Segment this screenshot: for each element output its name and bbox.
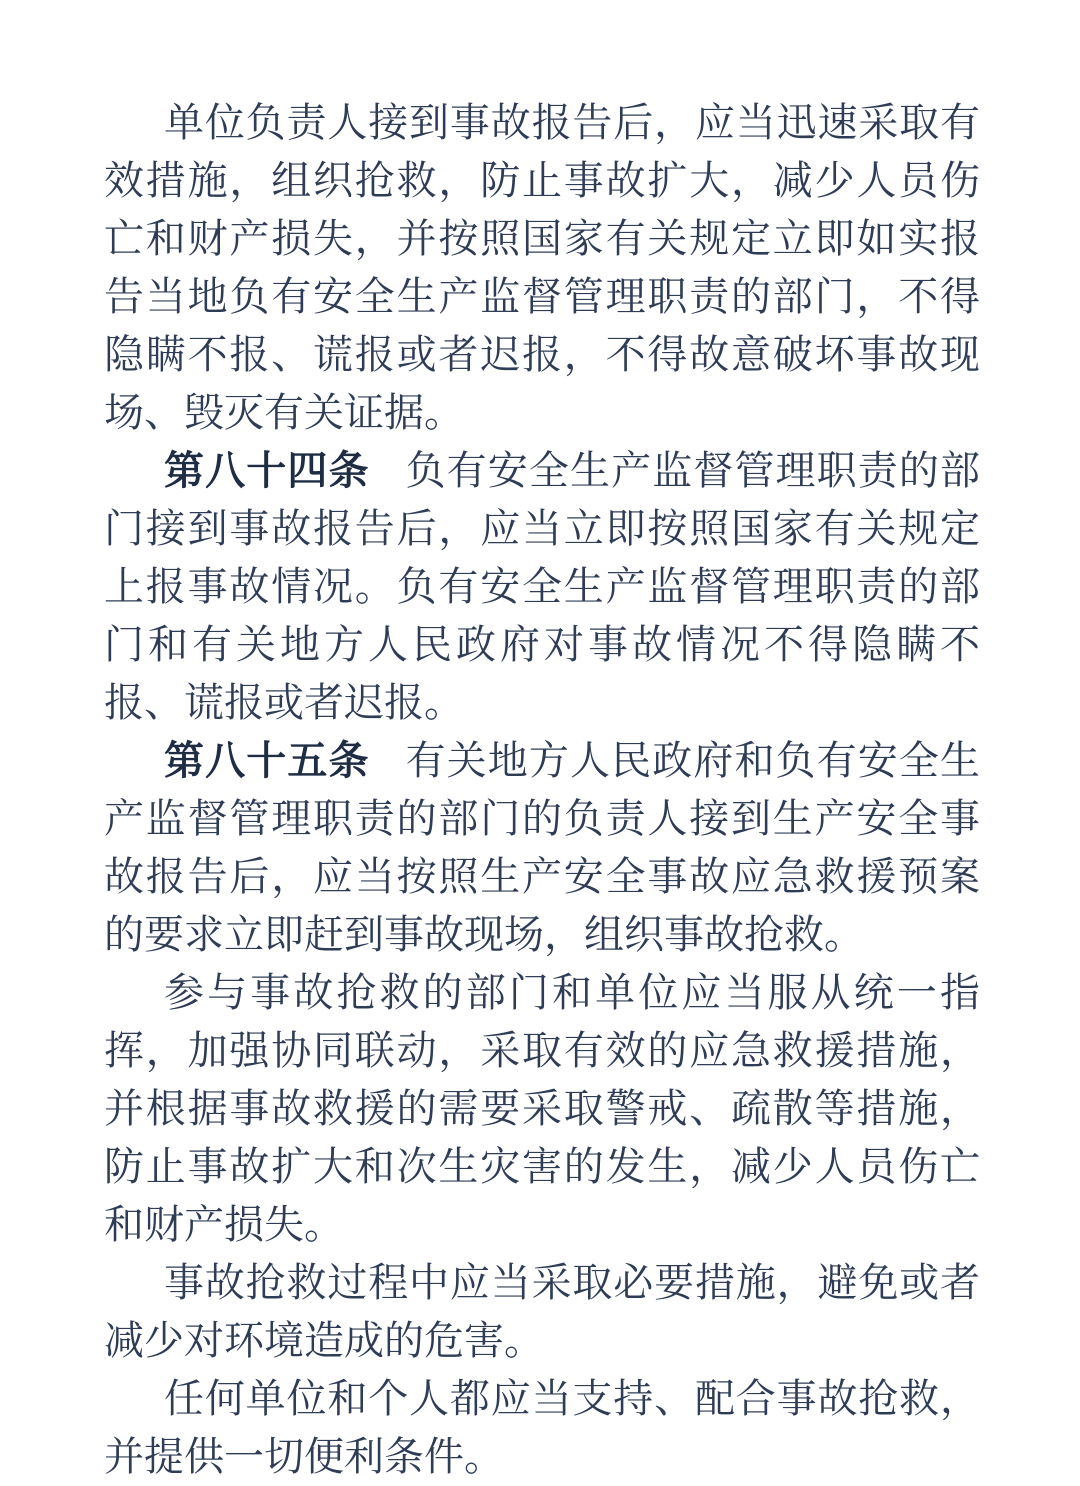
paragraph xyxy=(104,1254,980,1370)
article-number: 第八十四条 xyxy=(164,449,370,493)
paragraph xyxy=(104,1370,980,1486)
paragraph xyxy=(104,94,980,442)
paragraph-text: 负有安全生产监督管理职责的部门接到事故报告后，应当立即按照国家有关规定上报事故情况。负有安全生产监督管理职责的部门和有关地方人民政府对事故情况不得隐瞒不报、谎报或者迟报。 xyxy=(104,448,981,725)
paragraph-text: 参与事故抢救的部门和单位应当服从统一指挥，加强协同联动，采取有效的应急救援措施，并根据事故救援的需要采取警戒、疏散等措施，防止事故扩大和次生灾害的发生，减少人员伤亡和财产损失。 xyxy=(104,970,980,1247)
paragraph xyxy=(104,732,980,964)
paragraph xyxy=(104,964,980,1254)
paragraph xyxy=(104,442,980,732)
article-number: 第八十五条 xyxy=(164,739,370,783)
paragraph-text: 任何单位和个人都应当支持、配合事故抢救，并提供一切便利条件。 xyxy=(104,1376,980,1479)
paragraph-text: 事故抢救过程中应当采取必要措施，避免或者减少对环境造成的危害。 xyxy=(104,1260,980,1363)
paragraph-text: 有关地方人民政府和负有安全生产监督管理职责的部门的负责人接到生产安全事故报告后，应当按照生产安全事故应急救援预案的要求立即赶到事故现场，组织事故抢救。 xyxy=(104,738,981,957)
paragraph-text: 单位负责人接到事故报告后，应当迅速采取有效措施，组织抢救，防止事故扩大，减少人员伤亡和财产损失，并按照国家有关规定立即如实报告当地负有安全生产监督管理职责的部门，不得隐瞒不报、谎报或者迟报，不得故意破坏事故现场、毁灭有关证据。 xyxy=(104,100,980,435)
